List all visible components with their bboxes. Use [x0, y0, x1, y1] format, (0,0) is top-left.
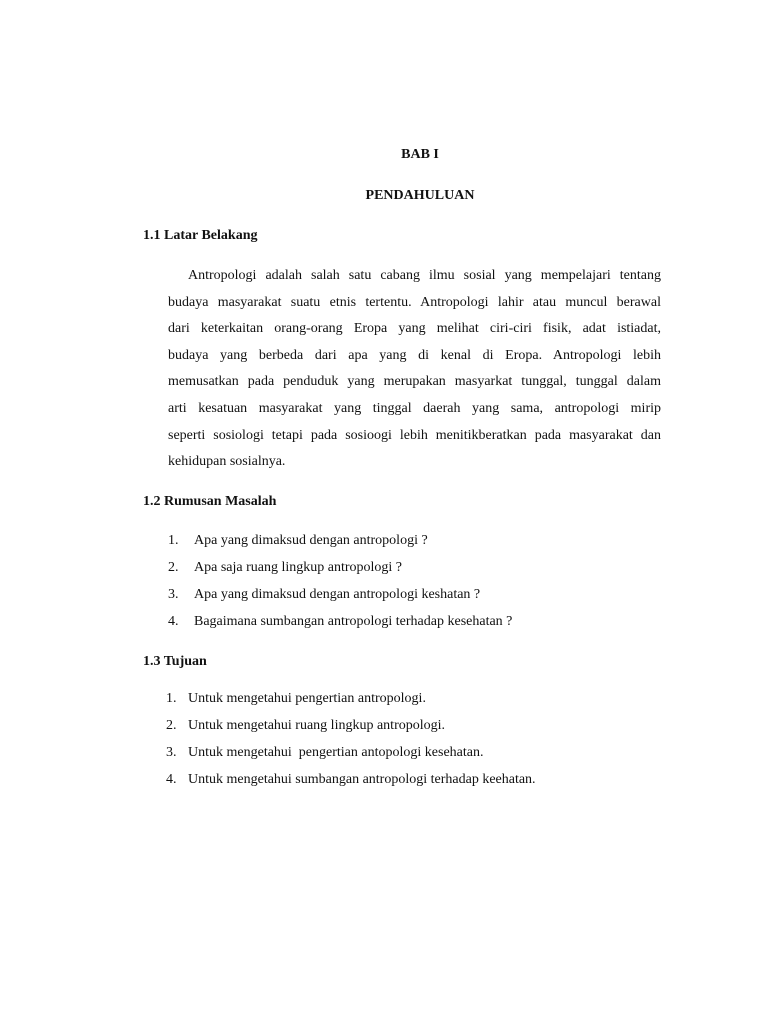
list-item [166, 717, 536, 744]
list-item-number: 2. [166, 718, 177, 733]
list-item-text: Apa saja ruang lingkup antropologi ? [194, 560, 403, 575]
list-item-text: Apa yang dimaksud dengan antropologi keshatan ? [194, 587, 481, 602]
list-item-number: 2. [168, 560, 179, 575]
list-item [166, 690, 536, 717]
list-item-number: 4. [166, 772, 177, 787]
paragraph-line: Antropologi adalah salah satu cabang ilmu sosial yang mempelajari tentang [188, 268, 661, 283]
paragraph-line: kehidupan sosialnya. [168, 454, 286, 470]
paragraph-line: memusatkan pada penduduk yang merupakan masyarkat tunggal, tunggal dalam [168, 374, 661, 390]
list-item [166, 744, 536, 771]
list-item-text: Apa yang dimaksud dengan antropologi ? [194, 533, 428, 548]
list-item-text: Untuk mengetahui pengertian antropologi. [188, 691, 426, 706]
tujuan-list [166, 690, 536, 798]
paragraph-line: dari keterkaitan orang-orang Eropa yang melihat ciri-ciri fisik, adat istiadat, [168, 321, 661, 337]
list-item [168, 586, 512, 613]
latar-belakang-paragraph [168, 263, 661, 476]
paragraph-line: budaya yang berbeda dari apa yang di kenal di Eropa. Antropologi lebih [168, 347, 661, 363]
list-item-number: 4. [168, 614, 179, 629]
list-item-text: Untuk mengetahui ruang lingkup antropologi. [188, 718, 446, 733]
paragraph-line: budaya masyarakat suatu etnis tertentu. Antropologi lahir atau muncul berawal [168, 294, 661, 310]
list-item-number: 3. [168, 587, 179, 602]
paragraph-line: arti kesatuan masyarakat yang tinggal daerah yang sama, antropologi mirip [168, 400, 661, 416]
list-item [166, 771, 536, 798]
list-item-text: Untuk mengetahui pengertian antopologi kesehatan. [188, 745, 484, 760]
list-item [168, 559, 512, 586]
list-item-text: Bagaimana sumbangan antropologi terhadap kesehatan ? [194, 614, 513, 629]
chapter-number: BAB I [401, 147, 439, 162]
chapter-title: PENDAHULUAN [365, 188, 475, 203]
list-item-text: Untuk mengetahui sumbangan antropologi terhadap keehatan. [188, 772, 536, 787]
rumusan-masalah-list [168, 532, 512, 640]
paragraph-line: seperti sosiologi tetapi pada sosioogi lebih menitikberatkan pada masyarakat dan [168, 427, 661, 443]
list-item [168, 613, 512, 640]
list-item-number: 1. [166, 691, 177, 706]
list-item [168, 532, 512, 559]
section-heading-rumusan-masalah: 1.2 Rumusan Masalah [143, 494, 277, 509]
section-heading-latar-belakang: 1.1 Latar Belakang [143, 228, 258, 243]
section-heading-tujuan: 1.3 Tujuan [143, 654, 207, 669]
list-item-number: 3. [166, 745, 177, 760]
list-item-number: 1. [168, 533, 179, 548]
